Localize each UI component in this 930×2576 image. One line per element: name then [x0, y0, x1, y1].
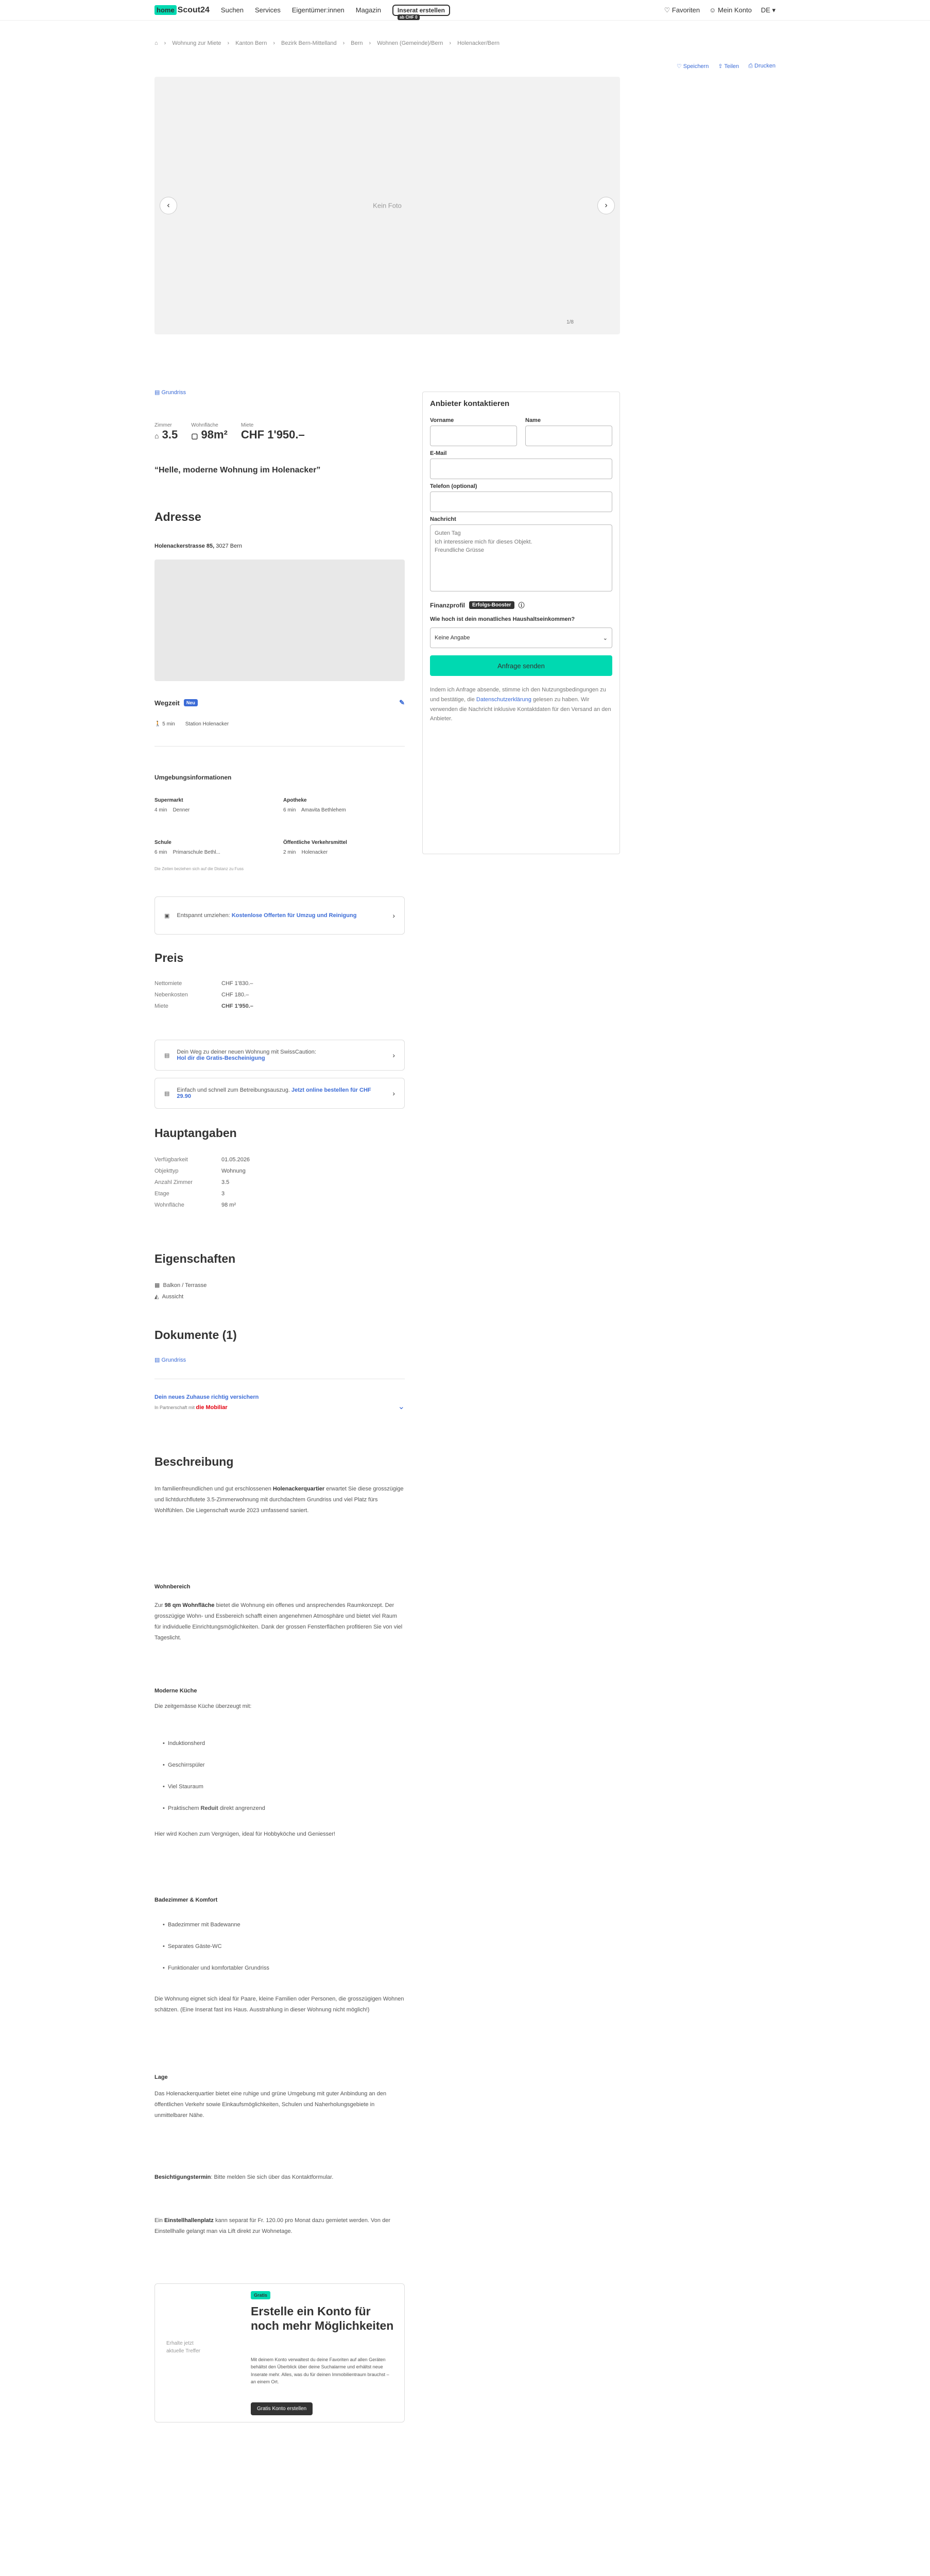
list-item: • Separates Gäste-WC	[163, 1943, 222, 1950]
route-header: Wegzeit Neu ✎	[154, 699, 405, 707]
account-link[interactable]: ☺ Mein Konto	[709, 6, 752, 14]
living-heading: Wohnbereich	[154, 1584, 191, 1590]
move-card[interactable]: ▣ Entspannt umziehen: Kostenlose Offerten für Umzug und Reinigung ›	[154, 896, 405, 935]
documents-heading: Dokumente (1)	[154, 1328, 237, 1342]
swisscaution-card[interactable]: ▤ Dein Weg zu deiner neuen Wohnung mit SwissCaution: Hol dir die Gratis-Bescheinigung ›	[154, 1040, 405, 1071]
top-nav	[0, 0, 930, 21]
view-icon: ◭	[154, 1294, 159, 1300]
area-icon: ▢	[191, 432, 198, 440]
balcony-icon: ▦	[154, 1282, 160, 1289]
breadcrumb-item[interactable]: Wohnung zur Miete	[172, 40, 221, 46]
insert-button[interactable]: Inserat erstellen ab CHF 0	[392, 5, 450, 16]
description-intro: Im familienfreundlichen und gut erschlossenen Holenackerquartier erwartet Sie diese grosszügige und lichtdurchflutete 3.5-Zimmerwohnung mit durchdachtem Grundriss und viel Platz fürs Wohlfühlen. Die Liegenschaft wurde 2023 umfassend saniert.	[154, 1486, 404, 1514]
gallery-counter: 1/8	[566, 319, 574, 325]
certificate-icon: ▤	[164, 1052, 170, 1059]
listing-tools	[0, 63, 930, 70]
list-item: • Funktionaler und komfortabler Grundriss	[163, 1965, 269, 1971]
debt-extract-card[interactable]: ▤ Einfach und schnell zum Betreibungsauszug. Jetzt online bestellen für CHF 29.90 ›	[154, 1078, 405, 1109]
kitchen-outro: Hier wird Kochen zum Vergnügen, ideal für Hobbyköche und Geniesser!	[154, 1831, 335, 1837]
breadcrumb-item[interactable]: Holenacker/Bern	[457, 40, 500, 46]
list-item: • Induktionsherd	[163, 1740, 205, 1747]
address-heading: Adresse	[154, 510, 201, 523]
send-request-button[interactable]: Anfrage senden	[430, 655, 612, 676]
chevron-down-icon: ⌄	[398, 1402, 405, 1411]
nav-search[interactable]: Suchen	[220, 6, 244, 14]
surroundings-note: Die Zeiten beziehen sich auf die Distanz zu Fuss	[154, 867, 244, 871]
breadcrumb-item[interactable]: Bezirk Bern-Mittelland	[281, 40, 337, 46]
save-button[interactable]: ♡ Speichern	[676, 63, 709, 70]
chevron-left-icon[interactable]: ‹	[160, 197, 177, 214]
chevron-right-icon: ›	[392, 911, 395, 920]
main-info-table: Verfügbarkeit 01.05.2026 Objekttyp Wohnung Anzahl Zimmer 3.5 Etage 3 Wohnfläche 98 m²	[154, 1157, 250, 1208]
kitchen-heading: Moderne Küche	[154, 1688, 197, 1694]
rooms-icon: ⌂	[154, 432, 159, 440]
privacy-note: Indem ich Anfrage absende, stimme ich den Nutzungsbedingungen zu und bestätige, die Datenschutzerklärung gelesen zu haben. Wir verwenden die Nachricht inklusive Kontaktdaten für den Versand an den Anbieter.	[430, 687, 611, 722]
key-facts: Zimmer ⌂ 3.5 Wohnfläche ▢ 98m² Miete CHF 1'950.–	[154, 422, 305, 441]
create-account-button[interactable]: Gratis Konto erstellen	[251, 2402, 313, 2415]
last-name-input[interactable]	[525, 426, 612, 446]
first-name-input[interactable]	[430, 426, 517, 446]
email-input[interactable]	[430, 459, 612, 479]
contact-form: Anbieter kontaktieren Vorname Name E-Mail Telefon (optional) Nachricht Guten Tag Ich interessiere mich für dieses Objekt. Freundliche Grüsse Finanzprofil Erfolgs-Booster ⓘ Wie hoch ist dein monatliches Haushaltseinkommen? Keine Angabe ⌄ Anfrage senden Indem ich Anfrage absende, stimme ich den Nutzungsbedingungen zu und bestätige, die Datenschutzerklärung gelesen zu haben. Wir verwenden die Nachricht inklusive Kontaktdaten für den Versand an den Anbieter.	[422, 392, 620, 854]
list-item: • Praktischem Reduit direkt angrenzend	[163, 1805, 265, 1811]
account-promo: Erhalte jetzt aktuelle Treffer Gratis Erstelle ein Konto für noch mehr Möglichkeiten Mit deinem Konto verwaltest du deine Favoriten auf allen Geräten behältst den Überblick über deine Suchalarme und erhältst neue Inserate mehr. Alles, was du für deinen Immobilientraum brauchst – an einem Ort. Gratis Konto erstellen	[154, 2283, 405, 2422]
walk-icon: 🚶	[154, 721, 161, 727]
home-icon[interactable]: ⌂	[154, 40, 158, 46]
gallery-placeholder: Kein Foto	[373, 201, 402, 210]
divider	[154, 746, 405, 747]
heart-icon: ♡	[664, 6, 670, 14]
nav-services[interactable]: Services	[255, 6, 281, 14]
parking-text: Ein Einstellhallenplatz kann separat für Fr. 120.00 pro Monat dazu gemietet werden. Von der Einstellhalle gelangt man via Lift direkt zur Wohnetage.	[154, 2217, 390, 2234]
chevron-right-icon: ›	[392, 1051, 395, 1059]
chevron-down-icon: ⌄	[602, 635, 608, 641]
message-textarea[interactable]: Guten Tag Ich interessiere mich für dieses Objekt. Freundliche Grüsse	[430, 524, 612, 591]
surroundings-heading: Umgebungsinformationen	[154, 774, 232, 781]
bath-outro: Die Wohnung eignet sich ideal für Paare, kleine Familien oder Personen, die grosszügigen Wohnen schätzen. (Eine Inserat fast ins Haus. Ausstrahlung in dieser Wohnung nicht möglich!)	[154, 1996, 404, 2013]
info-icon[interactable]: ⓘ	[518, 602, 525, 609]
price-heading: Preis	[154, 951, 184, 964]
nav-magazine[interactable]: Magazin	[355, 6, 381, 14]
user-icon: ☺	[709, 6, 716, 14]
features-list: ▦ Balkon / Terrasse ◭ Aussicht	[154, 1282, 207, 1300]
edit-icon[interactable]: ✎	[399, 699, 405, 706]
document-link[interactable]: ▤ Grundriss	[154, 1357, 186, 1363]
chevron-right-icon: ›	[392, 1089, 395, 1097]
income-select[interactable]: Keine Angabe ⌄	[430, 628, 612, 648]
map[interactable]	[154, 560, 405, 681]
image-gallery[interactable]	[154, 77, 620, 334]
address-text: Holenackerstrasse 85, 3027 Bern	[154, 543, 243, 549]
features-heading: Eigenschaften	[154, 1252, 236, 1265]
living-text: Zur 98 qm Wohnfläche bietet die Wohnung ein offenes und ansprechendes Raumkonzept. Der grosszügige Wohn- und Essbereich schafft einen angenehmen Atmosphäre und bietet viel Raum für individuelle Einrichtungsmöglichkeiten. Dank der grossen Fensterflächen profitieren Sie von viel Tageslicht.	[154, 1602, 403, 1641]
finance-profile: Finanzprofil Erfolgs-Booster ⓘ	[430, 601, 525, 609]
kitchen-intro: Die zeitgemässe Küche überzeugt mit:	[154, 1703, 252, 1709]
chevron-right-icon[interactable]: ›	[597, 197, 615, 214]
favorites-link[interactable]: ♡ Favoriten	[664, 6, 700, 14]
location-heading: Lage	[154, 2074, 168, 2080]
location-text: Das Holenackerquartier bietet eine ruhige und grüne Umgebung mit guter Anbindung an den öffentlichen Verkehr sowie Einkaufsmöglichkeiten, Schulen und Naherholungsgebiete in unmittelbarer Nähe.	[154, 2091, 387, 2119]
truck-icon: ▣	[164, 912, 170, 919]
listing-title: “Helle, moderne Wohnung im Holenacker”	[154, 466, 321, 474]
description-heading: Beschreibung	[154, 1455, 234, 1468]
breadcrumb-item[interactable]: Wohnen (Gemeinde)/Bern	[377, 40, 443, 46]
list-item: • Geschirrspüler	[163, 1762, 205, 1768]
visit-text: Besichtigungstermin: Bitte melden Sie sich über das Kontaktformular.	[154, 2174, 334, 2180]
list-item: • Viel Stauraum	[163, 1784, 203, 1790]
print-button[interactable]: ⎙ Drucken	[748, 63, 776, 69]
breadcrumb: ⌂ › Wohnung zur Miete › Kanton Bern › Bezirk Bern-Mittelland › Bern › Wohnen (Gemeinde)/Bern › Holenacker/Bern	[154, 40, 500, 46]
main-info-heading: Hauptangaben	[154, 1126, 237, 1140]
breadcrumb-item[interactable]: Kanton Bern	[235, 40, 267, 46]
phone-input[interactable]	[430, 492, 612, 512]
language-select[interactable]: DE ▾	[761, 6, 776, 14]
price-table: Nettomiete CHF 1'830.– Nebenkosten CHF 180.– Miete CHF 1'950.–	[154, 980, 253, 1009]
bath-heading: Badezimmer & Komfort	[154, 1897, 218, 1903]
floorplan-link[interactable]: ▤ Grundriss	[154, 389, 186, 396]
homegate-logo[interactable]: home Scout24	[154, 5, 210, 15]
breadcrumb-item[interactable]: Bern	[351, 40, 363, 46]
route-info: 🚶 5 min Station Holenacker	[154, 721, 229, 727]
share-button[interactable]: ⇪ Teilen	[718, 63, 739, 70]
list-item: • Badezimmer mit Badewanne	[163, 1922, 240, 1928]
insurance-banner[interactable]: Dein neues Zuhause richtig versichern In Partnerschaft mit die Mobiliar ⌄	[154, 1394, 405, 1411]
nav-owners[interactable]: Eigentümer:innen	[291, 6, 345, 14]
document-icon: ▤	[164, 1090, 170, 1097]
